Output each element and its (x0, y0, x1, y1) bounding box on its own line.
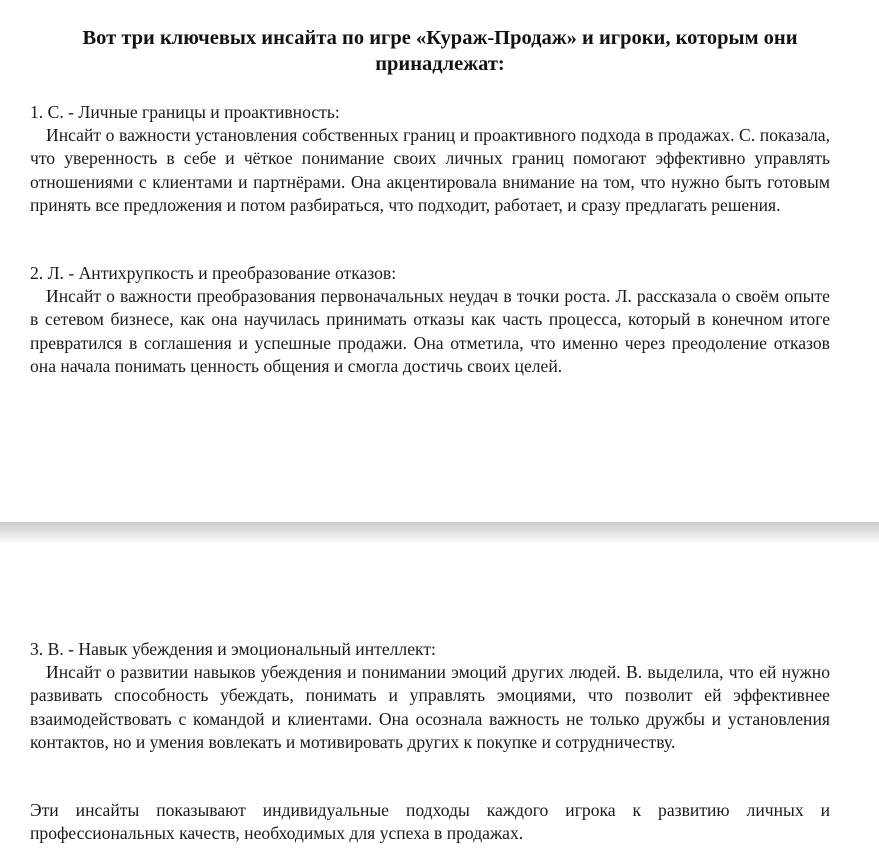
insight-text-3: Инсайт о развитии навыков убеждения и понимании эмоций других людей. В. выделила, что ей нужно развивать способность убеждать, понимать и управлять эмоциями, что позволит ей эффективнее взаимодействовать с командой и клиентами. Она осознала важность не только дружбы и установления контактов, но и умения вовлекать и мотивировать других к покупке и сотрудничеству. (30, 662, 830, 752)
insight-section-3 (30, 638, 830, 754)
insight-heading-1: 1. С. - Личные границы и проактивность: (30, 102, 340, 122)
insight-section-1 (30, 101, 830, 217)
insight-section-2 (30, 262, 830, 378)
insight-heading-2: 2. Л. - Антихрупкость и преобразование отказов: (30, 263, 397, 283)
insight-heading-3: 3. В. - Навык убеждения и эмоциональный интеллект: (30, 639, 436, 659)
page-separator (0, 522, 879, 544)
insight-text-2: Инсайт о важности преобразования первоначальных неудач в точки роста. Л. рассказала о своём опыте в сетевом бизнесе, как она научилась принимать отказы как часть процесса, который в конечном итоге превратился в соглашения и успешные продажи. Она отметила, что именно через преодоление отказов она начала понимать ценность общения и смогла достичь своих целей. (30, 286, 830, 376)
closing-paragraph: Эти инсайты показывают индивидуальные подходы каждого игрока к развитию личных и профессиональных качеств, необходимых для успеха в продажах. (30, 800, 830, 844)
document-page-2 (0, 544, 879, 853)
document-title: Вот три ключевых инсайта по игре «Кураж-Продаж» и игроки, которым они принадлежат: (82, 27, 798, 75)
closing-section (30, 799, 830, 845)
insight-text-1: Инсайт о важности установления собственных границ и проактивного подхода в продажах. С. показала, что уверенность в себе и чёткое понимание своих личных границ помогают эффективно управлять отношениями с клиентами и партнёрами. Она акцентировала внимание на том, что нужно быть готовым принять все предложения и потом разбираться, что подходит, работает, и сразу предлагать решения. (30, 125, 830, 215)
